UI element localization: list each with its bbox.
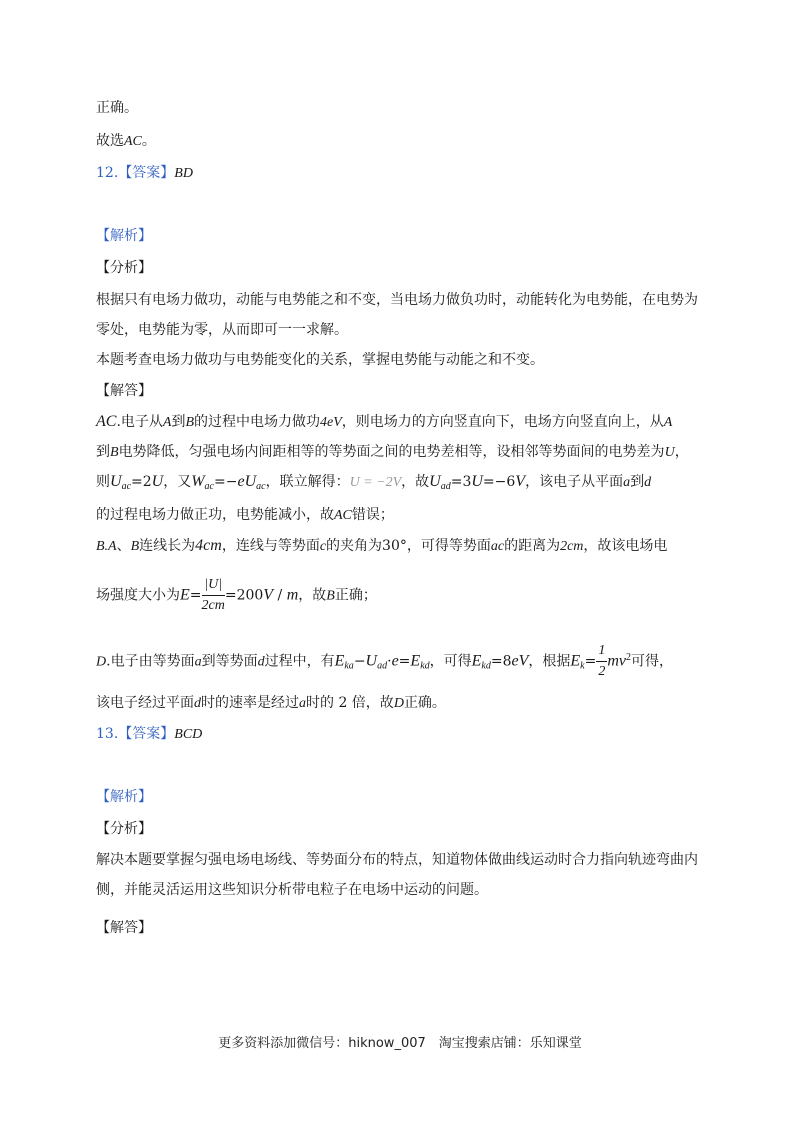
- text-line: 侧，并能灵活运用这些知识分析带电粒子在电场中运动的问题。: [96, 882, 488, 898]
- text-line: AC.电子从A到B的过程中电场力做功4eV，则电场力的方向竖直向下，电场方向竖直向上，从A: [96, 413, 673, 430]
- answer-heading-12: 12.【答案】BD: [96, 165, 193, 181]
- text-line: 则$U_{ac}=2U$，又$W_{ac}=-eU_{ac}$，联立解得：U = −2V，故$U_{ad}=3U=-6V$，该电子从平面a到d: [96, 473, 652, 492]
- text-line: 零处，电势能为零，从而即可一一求解。: [96, 322, 348, 338]
- text-line: 到B电势降低，匀强电场内间距相等的等势面之间的电势差相等，设相邻等势面间的电势差为U，: [96, 444, 689, 460]
- section-jieda: 【解答】: [96, 920, 152, 936]
- text-line: B.A、B连线长为4cm，连线与等势面c的夹角为30°，可得等势面ac的距离为2cm，故该电场电: [96, 537, 668, 554]
- text-line: 该电子经过平面d时的速率是经过a时的 2 倍，故D正确。: [96, 695, 446, 711]
- text-line: 本题考查电场力做功与电势能变化的关系，掌握电势能与动能之和不变。: [96, 352, 544, 368]
- text-line: 解决本题要掌握匀强电场电场线、等势面分布的特点，知道物体做曲线运动时合力指向轨迹弯曲内: [96, 852, 698, 868]
- section-fenxi: 【分析】: [96, 260, 152, 276]
- text-line: 正确。: [96, 100, 138, 116]
- text-line: 根据只有电场力做功，动能与电势能之和不变，当电场力做负功时，动能转化为电势能，在电势为: [96, 292, 698, 308]
- fraction: $\frac{1}{2}$: [598, 643, 606, 680]
- section-jiexi: 【解析】: [96, 789, 152, 805]
- text-line: D.电子由等势面a到等势面d过程中，有$E_{ka}-U_{ad}\cdot e=E_{kd}$，可得$E_{kd}=8eV$，根据$E_k=$ $\frac{1}{2}$ $mv^2$可得，: [96, 638, 673, 687]
- section-jiexi: 【解析】: [96, 228, 152, 244]
- fraction: $\frac{|U|}{2cm}$: [201, 577, 225, 613]
- page-footer: 更多资料添加微信号：hiknow_007 淘宝搜索店铺：乐知课堂: [218, 1036, 582, 1051]
- section-fenxi: 【分析】: [96, 821, 152, 837]
- section-jieda: 【解答】: [96, 383, 152, 399]
- text-line: 场强度大小为E= $\frac{|U|}{2cm}$ =200V / m，故B正确；: [96, 575, 377, 617]
- text-line: 故选AC。: [96, 133, 156, 149]
- answer-heading-13: 13.【答案】BCD: [96, 726, 203, 742]
- text-line: 的过程电场力做正功，电势能减小，故AC错误；: [96, 507, 394, 523]
